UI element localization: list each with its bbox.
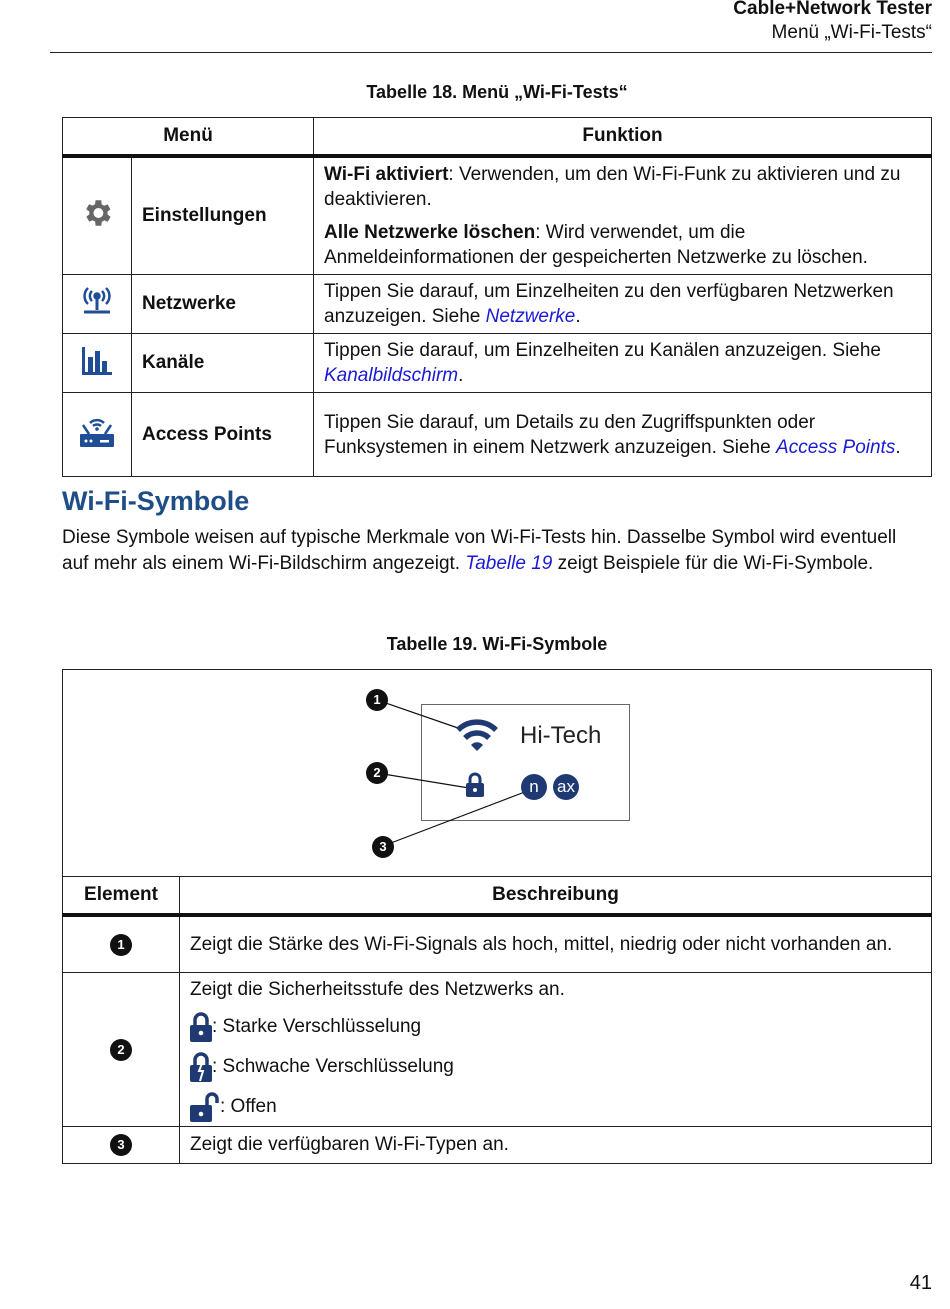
weak-encryption-label: : Schwache Verschlüsselung xyxy=(212,1056,454,1077)
table-row xyxy=(63,915,932,972)
table-row xyxy=(63,334,932,393)
strong-lock-icon xyxy=(190,1012,212,1042)
link-access-points[interactable]: Access Points xyxy=(776,436,896,458)
col-element: Element xyxy=(63,877,180,916)
wifi-type-n-chip: n xyxy=(521,774,547,800)
table-row xyxy=(63,393,932,477)
link-netzwerke[interactable]: Netzwerke xyxy=(485,306,576,327)
callout-1: 1 xyxy=(366,689,388,711)
element-number: 2 xyxy=(110,1039,132,1061)
element-number: 3 xyxy=(110,1134,132,1156)
section-paragraph xyxy=(62,525,902,577)
menu-name: Netzwerke xyxy=(132,275,314,334)
desc: Tippen Sie darauf, um Einzelheiten zu Kanälen anzuzeigen. Siehe xyxy=(324,340,882,361)
description: Zeigt die verfügbaren Wi-Fi-Typen an. xyxy=(180,1126,932,1163)
punct: . xyxy=(575,306,581,327)
table-row xyxy=(63,1126,932,1163)
gear-icon xyxy=(63,156,132,275)
header-rule xyxy=(50,52,932,53)
open-lock-icon xyxy=(190,1092,220,1122)
network-name: Hi-Tech xyxy=(520,722,602,749)
col-description: Beschreibung xyxy=(180,877,932,916)
menu-name: Kanäle xyxy=(132,334,314,393)
description: Zeigt die Sicherheitsstufe des Netzwerks an. xyxy=(190,978,565,1000)
doc-title: Cable+Network Tester xyxy=(733,0,932,19)
menu-name: Einstellungen xyxy=(132,156,314,275)
table19-caption: Tabelle 19. Wi-Fi-Symbole xyxy=(386,634,608,654)
desc: Tippen Sie darauf, um Details zu den Zugriffspunkten oder Funksystemen in einem Netzwerk anzuzeigen. Siehe xyxy=(324,411,816,458)
wifi-figure xyxy=(63,670,932,877)
para-text: Diese Symbole weisen auf typische Merkmale von Wi-Fi-Tests hin. Dasselbe Symbol wird eventuell auf mehr als einem Wi-Fi-Bildschirm angezeigt. xyxy=(62,527,897,574)
desc: : Wird verwendet, um die Anmeldeinformationen der gespeicherten Netzwerke zu löschen. xyxy=(324,222,868,268)
punct: . xyxy=(895,436,901,458)
punct: . xyxy=(458,365,464,386)
link-kanalbildschirm[interactable]: Kanalbildschirm xyxy=(324,365,459,386)
open-label: : Offen xyxy=(220,1096,277,1117)
callout-3: 3 xyxy=(372,836,394,858)
wifi-type-ax-chip: ax xyxy=(553,774,579,800)
link-tabelle-19[interactable]: Tabelle 19 xyxy=(465,553,553,574)
menu-name: Access Points xyxy=(132,393,314,477)
term: Wi-Fi aktiviert xyxy=(324,164,449,185)
strong-encryption-label: : Starke Verschlüsselung xyxy=(212,1016,422,1037)
table-row xyxy=(63,972,932,1126)
col-menu: Menü xyxy=(63,118,314,157)
table-19 xyxy=(62,669,932,1164)
router-icon xyxy=(63,393,132,477)
table18-caption: Tabelle 18. Menü „Wi-Fi-Tests“ xyxy=(366,82,628,102)
wifi-signal-icon xyxy=(454,716,500,754)
table-row xyxy=(63,156,932,275)
description: Zeigt die Stärke des Wi-Fi-Signals als hoch, mittel, niedrig oder nicht vorhanden an. xyxy=(180,915,932,972)
lock-icon xyxy=(465,772,485,798)
para-text: zeigt Beispiele für die Wi-Fi-Symbole. xyxy=(552,553,874,574)
doc-subtitle: Menü „Wi-Fi-Tests“ xyxy=(771,22,932,43)
page-number: 41 xyxy=(909,1272,932,1294)
callout-2: 2 xyxy=(366,762,388,784)
channels-bar-icon xyxy=(63,334,132,393)
desc: : Verwenden, um den Wi-Fi-Funk zu aktivieren und zu deaktivieren. xyxy=(324,164,901,210)
weak-lock-icon xyxy=(190,1052,212,1082)
section-heading: Wi-Fi-Symbole xyxy=(62,486,250,516)
network-antenna-icon xyxy=(63,275,132,334)
table-18 xyxy=(62,117,932,477)
desc: Tippen Sie darauf, um Einzelheiten zu den verfügbaren Netzwerken anzuzeigen. Siehe xyxy=(324,281,894,327)
term: Alle Netzwerke löschen xyxy=(324,222,536,243)
callout-lines xyxy=(63,670,933,874)
table-row xyxy=(63,275,932,334)
col-function: Funktion xyxy=(314,118,932,157)
element-number: 1 xyxy=(110,934,132,956)
